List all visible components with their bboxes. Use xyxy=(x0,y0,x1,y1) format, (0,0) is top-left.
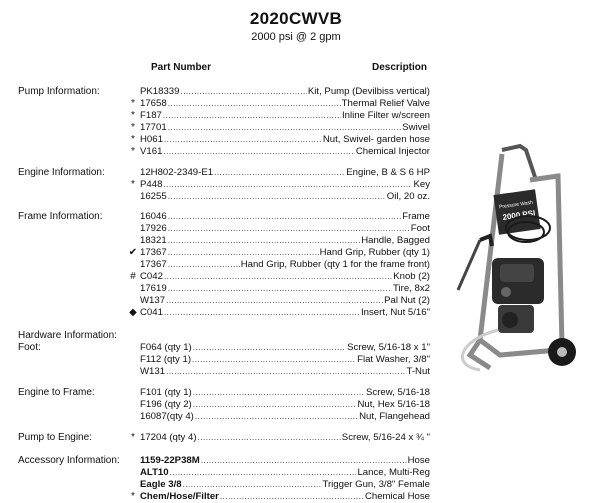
part-description: Trigger Gun, 3/8" Female xyxy=(322,479,430,490)
part-number: 17204 (qty 4) xyxy=(140,432,197,443)
dot-leader xyxy=(168,191,386,203)
spray-lance xyxy=(458,240,480,290)
part-row xyxy=(140,211,430,223)
part-row xyxy=(140,235,430,247)
part-number: 16087(qty 4) xyxy=(140,411,194,422)
dot-leader xyxy=(195,411,358,423)
dot-leader xyxy=(168,235,361,247)
part-row xyxy=(140,411,430,423)
section-label: Accessory Information: xyxy=(18,455,120,466)
part-number: C041 xyxy=(140,307,163,318)
row-marker: ✔ xyxy=(128,247,138,258)
part-description: Screw, 5/16-18 xyxy=(366,387,430,398)
part-description: Chemical Hose xyxy=(364,491,430,502)
part-row xyxy=(131,122,430,134)
section-label: Foot: xyxy=(18,342,41,353)
part-number: 17367 xyxy=(140,247,167,258)
part-description: Inline Filter w/screen xyxy=(342,110,430,121)
part-row xyxy=(140,387,430,399)
dot-leader xyxy=(168,122,402,134)
row-marker: # xyxy=(130,271,136,282)
dot-leader xyxy=(193,387,365,399)
dot-leader xyxy=(166,366,405,378)
dot-leader xyxy=(168,211,402,223)
part-number: W131 xyxy=(140,366,166,377)
dot-leader xyxy=(168,98,341,110)
row-marker: * xyxy=(131,110,135,121)
row-marker: * xyxy=(131,134,135,145)
part-number: 16255 xyxy=(140,191,167,202)
part-description: Knob (2) xyxy=(393,271,430,282)
part-row xyxy=(140,342,430,354)
part-row xyxy=(131,110,430,122)
dot-leader xyxy=(220,491,364,503)
dot-leader xyxy=(180,86,306,98)
part-number: 12H802-2349-E1 xyxy=(140,167,214,178)
part-description: Swivel xyxy=(402,122,430,133)
section-label: Pump to Engine: xyxy=(18,432,92,443)
part-description: Engine, B & S 6 HP xyxy=(346,167,430,178)
row-marker: * xyxy=(131,179,135,190)
dot-leader xyxy=(193,342,346,354)
dot-leader xyxy=(163,146,354,158)
section-label: Pump Information: xyxy=(18,86,100,97)
part-description: Insert, Nut 5/16" xyxy=(361,307,430,318)
part-description: Screw, 5/16-24 x ¾ " xyxy=(341,432,430,443)
part-row xyxy=(140,295,430,307)
part-number: F196 (qty 2) xyxy=(140,399,192,410)
part-number: F112 (qty 1) xyxy=(140,354,192,365)
section-label: Frame Information: xyxy=(18,211,103,222)
section-label: Hardware Information: xyxy=(18,330,117,341)
dot-leader xyxy=(163,110,341,122)
part-row xyxy=(140,366,430,378)
part-row xyxy=(140,479,430,491)
part-number: V161 xyxy=(140,146,163,157)
part-row xyxy=(131,146,430,158)
part-number: H061 xyxy=(140,134,163,145)
dot-leader xyxy=(168,283,392,295)
dot-leader xyxy=(164,307,360,319)
part-row xyxy=(140,167,430,179)
part-description: Thermal Relief Valve xyxy=(341,98,430,109)
dot-leader xyxy=(198,432,341,444)
part-description: Nut, Hex 5/16-18 xyxy=(357,399,430,410)
part-description: Chemical Injector xyxy=(355,146,430,157)
part-description: Hand Grip, Rubber (qty 1 for the frame front) xyxy=(240,259,430,270)
dot-leader xyxy=(168,247,319,259)
part-description: Screw, 5/16-18 x 1" xyxy=(347,342,430,353)
part-number: W137 xyxy=(140,295,166,306)
part-description: T-Nut xyxy=(406,366,430,377)
section-label: Engine Information: xyxy=(18,167,105,178)
part-row xyxy=(131,98,430,110)
row-marker: * xyxy=(131,146,135,157)
part-row xyxy=(131,432,430,444)
part-description: Foot xyxy=(410,223,430,234)
header-description: Description xyxy=(372,62,428,73)
part-row xyxy=(140,86,430,98)
dot-leader xyxy=(201,455,407,467)
part-description: Oil, 20 oz. xyxy=(386,191,430,202)
row-marker: * xyxy=(131,98,135,109)
part-number: Eagle 3/8 xyxy=(140,479,182,490)
part-number: F187 xyxy=(140,110,162,121)
part-description: Lance, Multi-Reg xyxy=(357,467,430,478)
part-row xyxy=(128,247,430,259)
part-description: Nut, Swivel- garden hose xyxy=(322,134,430,145)
row-marker: * xyxy=(131,491,135,502)
dot-leader xyxy=(163,179,412,191)
dot-leader xyxy=(193,399,357,411)
dot-leader xyxy=(214,167,345,179)
part-number: 17701 xyxy=(140,122,167,133)
doc-subtitle: 2000 psi @ 2 gpm xyxy=(251,31,341,43)
part-description: Handle, Bagged xyxy=(361,235,430,246)
part-number: F101 (qty 1) xyxy=(140,387,192,398)
brand-text: Pressure Wash xyxy=(498,199,534,211)
pressure-washer-image xyxy=(440,140,590,390)
part-description: Kit, Pump (Devilbiss vertical) xyxy=(307,86,430,97)
part-number: P448 xyxy=(140,179,163,190)
part-description: Nut, Flangehead xyxy=(359,411,430,422)
part-number: C042 xyxy=(140,271,163,282)
part-row xyxy=(140,399,430,411)
model-text: 2000 PSI xyxy=(502,208,536,223)
part-row xyxy=(140,467,430,479)
part-row xyxy=(130,271,430,283)
part-row xyxy=(140,191,430,203)
handle-bar xyxy=(502,146,536,180)
doc-title: 2020CWVB xyxy=(249,9,343,28)
trigger-gun xyxy=(480,236,492,246)
part-number: 17658 xyxy=(140,98,167,109)
part-row xyxy=(140,223,430,235)
part-number: Chem/Hose/Filter xyxy=(140,491,219,502)
part-row xyxy=(140,354,430,366)
part-row xyxy=(131,491,430,503)
part-number: ALT10 xyxy=(140,467,169,478)
header-part-number: Part Number xyxy=(151,62,212,73)
part-number: 16046 xyxy=(140,211,167,222)
part-row xyxy=(140,259,430,271)
dot-leader xyxy=(192,354,356,366)
part-description: Pal Nut (2) xyxy=(384,295,430,306)
part-number: PK18339 xyxy=(140,86,180,97)
dot-leader xyxy=(168,223,410,235)
dot-leader xyxy=(164,134,322,146)
part-number: F064 (qty 1) xyxy=(140,342,192,353)
part-description: Frame xyxy=(402,211,430,222)
part-description: Flat Washer, 3/8" xyxy=(357,354,430,365)
part-row xyxy=(140,455,430,467)
row-marker: ◆ xyxy=(129,307,137,318)
part-row xyxy=(131,179,430,191)
row-marker: * xyxy=(131,432,135,443)
part-number: 1159-22P38M xyxy=(140,455,200,466)
part-row xyxy=(131,134,430,146)
part-row xyxy=(129,307,430,319)
dot-leader xyxy=(164,271,392,283)
part-description: Tire, 8x2 xyxy=(393,283,430,294)
part-description: Key xyxy=(413,179,430,190)
part-row xyxy=(140,283,430,295)
part-number: 17367 xyxy=(140,259,167,270)
dot-leader xyxy=(183,479,322,491)
dot-leader xyxy=(168,259,240,271)
part-number: 18321 xyxy=(140,235,167,246)
section-label: Engine to Frame: xyxy=(18,387,95,398)
dot-leader xyxy=(170,467,357,479)
part-description: Hand Grip, Rubber (qty 1) xyxy=(319,247,430,258)
part-number: 17619 xyxy=(140,283,167,294)
part-description: Hose xyxy=(407,455,430,466)
dot-leader xyxy=(166,295,383,307)
part-number: 17926 xyxy=(140,223,167,234)
row-marker: * xyxy=(131,122,135,133)
